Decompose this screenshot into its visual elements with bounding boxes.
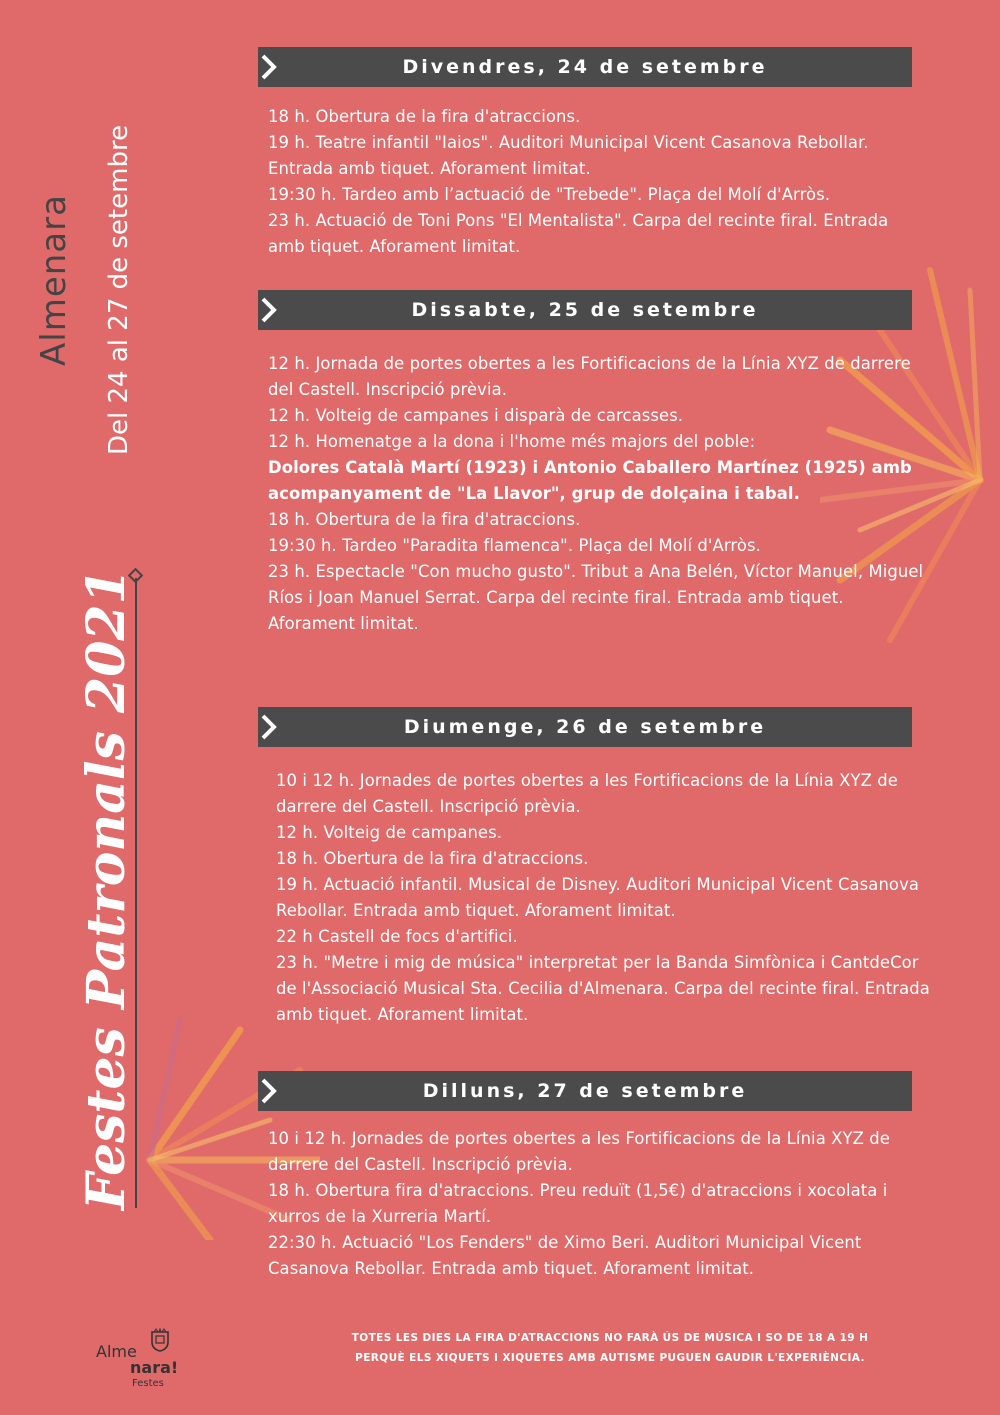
day-header-saturday [258,290,912,330]
event-item: 18 h. Obertura de la fira d'atraccions. [276,849,589,868]
chevron-right-icon [260,713,278,741]
logo-sub: Festes [132,1378,164,1389]
event-item: 10 i 12 h. Jornades de portes obertes a les Fortificacions de la Línia XYZ de darrere del Castell. Inscripció prèvia. [268,1129,890,1174]
day-title: Dilluns, 27 de setembre [422,1080,748,1102]
events-sunday [276,768,936,1028]
event-item: 23 h. "Metre i mig de música" interpretat per la Banda Simfònica i CantdeCor de l'Associació Musical Sta. Cecilia d'Almenara. Carpa del recinte firal. Entrada amb tiquet. Aforament limitat. [276,953,930,1024]
event-item: 18 h. Obertura de la fira d'atraccions. [268,510,581,529]
timeline-line [128,568,144,1208]
event-item: 23 h. Espectacle "Con mucho gusto". Tribut a Ana Belén, Víctor Manuel, Miguel Ríos i Joan Manuel Serrat. Carpa del recinte firal. Entrada amb tiquet. Aforament limitat. [268,562,924,633]
events-monday [268,1126,928,1282]
day-title: Dissabte, 25 de setembre [411,299,759,321]
logo-line1: Alme [96,1342,137,1361]
chevron-right-icon [260,296,278,324]
festival-title: Festes Patronals 2021 [76,568,137,1210]
event-item: 10 i 12 h. Jornades de portes obertes a les Fortificacions de la Línia XYZ de darrere del Castell. Inscripció prèvia. [276,771,898,816]
event-item: 19 h. Teatre infantil "Iaios". Auditori Municipal Vicent Casanova Rebollar. Entrada amb tiquet. Aforament limitat. [268,133,869,178]
footer-note-line1: TOTES LES DIES LA FIRA D'ATRACCIONS NO FARÀ ÚS DE MÚSICA I SO DE 18 A 19 H [351,1332,869,1344]
chevron-right-icon [260,1077,278,1105]
events-friday [268,104,928,260]
event-item: 12 h. Volteig de campanes i disparà de carcasses. [268,406,684,425]
event-item: 19:30 h. Tardeo amb l’actuació de "Trebede". Plaça del Molí d'Arròs. [268,185,831,204]
day-title: Divendres, 24 de setembre [402,56,768,78]
almenara-logo [96,1328,179,1389]
event-item: 19:30 h. Tardeo "Paradita flamenca". Plaça del Molí d'Arròs. [268,536,761,555]
event-item: 18 h. Obertura de la fira d'atraccions. [268,107,581,126]
event-item: Dolores Català Martí (1923) i Antonio Caballero Martínez (1925) amb acompanyament de "La Llavor", grup de dolçaina i tabal. [268,458,912,503]
event-item: 12 h. Homenatge a la dona i l'home més majors del poble: [268,432,756,451]
footer-note [300,1328,920,1368]
events-saturday [268,351,928,637]
date-range: Del 24 al 27 de setembre [104,124,134,455]
day-header-friday [258,47,912,87]
footer-note-line2: PERQUÈ ELS XIQUETS I XIQUETES AMB AUTISME PUGUEN GAUDIR L'EXPERIÈNCIA. [355,1352,865,1364]
town-crest-icon [150,1328,170,1352]
event-item: 18 h. Obertura fira d'atraccions. Preu reduït (1,5€) d'atraccions i xocolata i xurros de la Xurreria Martí. [268,1181,888,1226]
event-item: 12 h. Volteig de campanes. [276,823,503,842]
event-item: 19 h. Actuació infantil. Musical de Disney. Auditori Municipal Vicent Casanova Rebollar. Entrada amb tiquet. Aforament limitat. [276,875,920,920]
day-header-monday [258,1071,912,1111]
event-item: 22 h Castell de focs d'artifici. [276,927,518,946]
town-name: Almenara [34,194,74,366]
event-item: 22:30 h. Actuació "Los Fenders" de Ximo Beri. Auditori Municipal Vicent Casanova Rebollar. Entrada amb tiquet. Aforament limitat. [268,1233,862,1278]
day-header-sunday [258,707,912,747]
event-item: 23 h. Actuació de Toni Pons "El Mentalista". Carpa del recinte firal. Entrada amb tiquet. Aforament limitat. [268,211,889,256]
day-title: Diumenge, 26 de setembre [403,716,767,738]
chevron-right-icon [260,53,278,81]
event-item: 12 h. Jornada de portes obertes a les Fortificacions de la Línia XYZ de darrere del Castell. Inscripció prèvia. [268,354,911,399]
logo-line2: nara! [130,1358,179,1377]
